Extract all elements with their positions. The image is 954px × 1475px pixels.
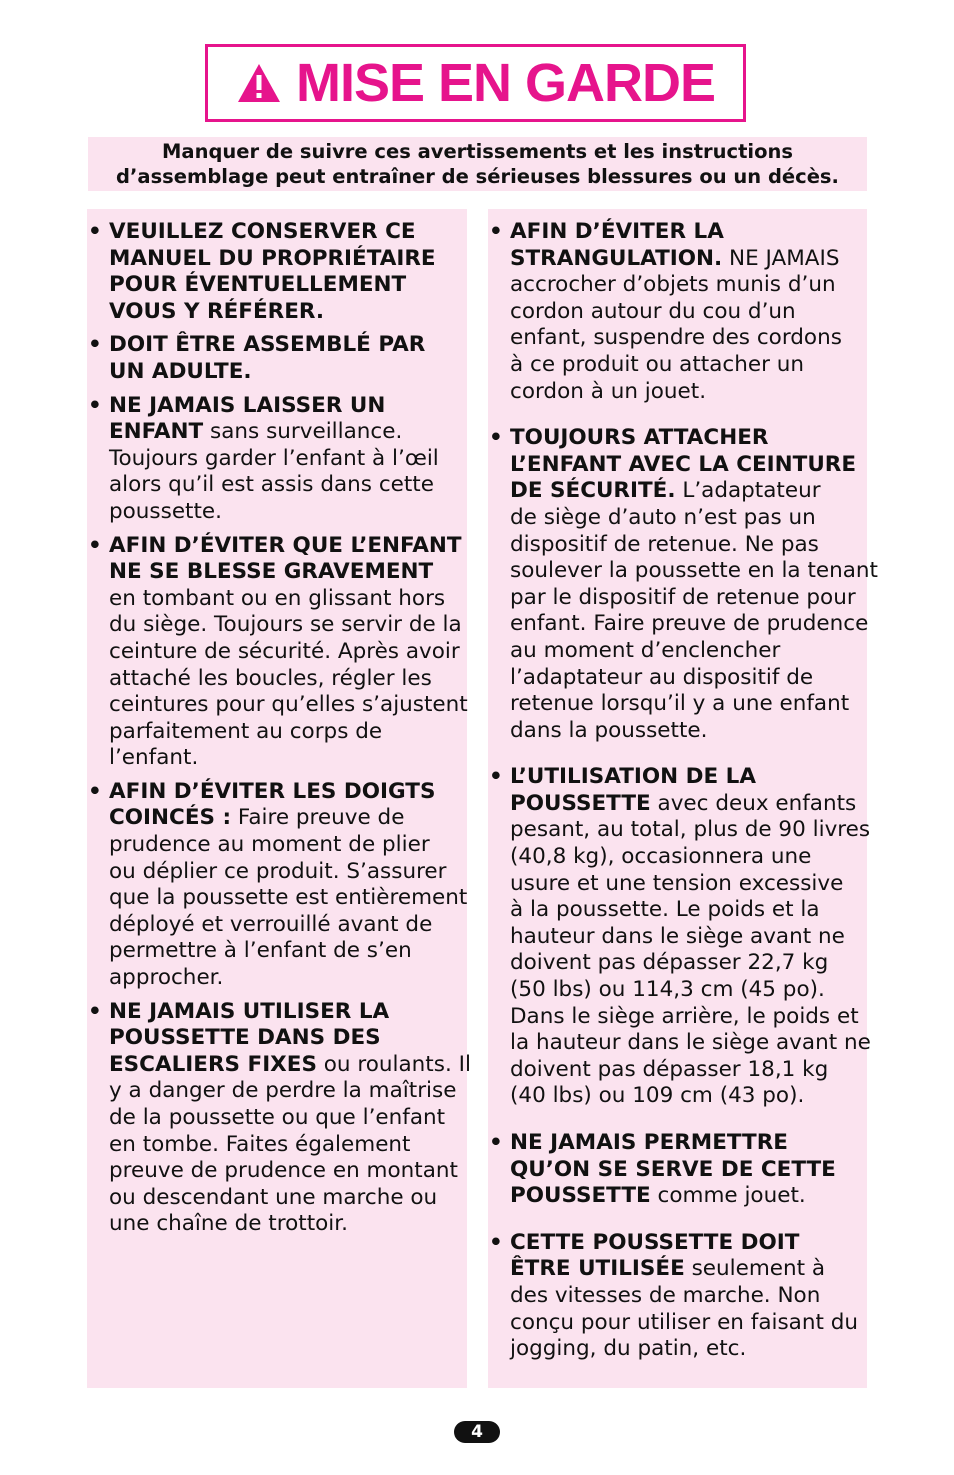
warning-text: à ce produit ou attacher un [510,351,804,377]
warning-text: dans la poussette. [510,717,708,743]
warning-line [109,533,467,560]
warning-heading: POUR ÉVENTUELLEMENT [109,272,407,298]
warning-line [109,299,467,326]
warning-text: (50 lbs) ou 114,3 cm (45 po). [510,977,825,1003]
warning-line [109,779,467,806]
warning-line [109,359,467,386]
warning-heading: POUSSETTE [510,790,651,816]
warning-heading: ÊTRE UTILISÉE [510,1256,685,1282]
warning-line [109,1051,471,1079]
bullet-icon: • [489,425,503,451]
warning-text: attaché les boucles, régler les [109,665,432,691]
warning-line [510,1130,867,1157]
right-column [488,209,878,1388]
warning-text: jogging, du patin, etc. [510,1336,747,1362]
warning-text: (40,8 kg), occasionnera une [510,844,812,870]
intro-line: Manquer de suivre ces avertissements et les instructions [162,140,793,163]
left-column [87,209,471,1388]
warning-text: en tombant ou en glissant hors [109,585,446,611]
warning-text: des vitesses de marche. Non [510,1282,821,1308]
warning-heading: VEUILLEZ CONSERVER CE [109,219,416,244]
warning-heading: MANUEL DU PROPRIÉTAIRE [109,245,436,271]
warning-text: accrocher d’objets munis d’un [510,272,836,298]
warning-heading: DE SÉCURITÉ. [510,478,676,504]
warning-line [510,219,867,246]
warning-line [510,1183,867,1210]
warning-line [109,559,467,586]
warning-text: dispositif de retenue. Ne pas [510,531,819,557]
warning-heading: NE JAMAIS UTILISER LA [109,998,390,1024]
warning-text: ou descendant une marche ou [109,1184,438,1210]
warning-heading: COINCÉS : [109,805,232,831]
bullet-icon: • [88,532,102,558]
warning-item [87,393,467,526]
warning-item [87,219,467,325]
warning-text: soulever la poussette en la tenant [510,558,878,584]
warning-item [87,332,467,385]
warning-heading: ESCALIERS FIXES [109,1051,317,1077]
warning-text: que la poussette est entièrement [109,885,468,911]
warning-text: seulement à [684,1256,826,1282]
warning-text: enfant. Faire preuve de prudence [510,611,869,637]
warning-item [488,1130,867,1210]
warning-item [488,219,867,405]
warning-text: prudence au moment de plier [109,832,430,858]
warning-text: hauteur dans le siège avant ne [510,923,845,949]
warning-text: ou roulants. Il [316,1051,471,1077]
warning-heading: L’UTILISATION DE LA [510,764,756,790]
intro-line: d’assemblage peut entraîner de sérieuses blessures ou un décès. [116,165,839,188]
warning-item [87,779,467,992]
warning-text: Faire preuve de [231,805,405,831]
warning-text: la hauteur dans le siège avant ne [510,1030,871,1056]
warning-text: conçu pour utiliser en faisant du [510,1309,859,1335]
warning-heading: STRANGULATION. [510,245,723,271]
warning-line [510,478,867,505]
warning-text: ceintures pour qu’elles s’ajustent [109,692,468,718]
warning-item [87,533,467,772]
warning-text: usure et une tension excessive [510,870,844,896]
warning-title-box [205,44,746,122]
warning-text: enfant, suspendre des cordons [510,325,842,351]
warning-text: permettre à l’enfant de s’en [109,938,412,964]
warning-text: approcher. [109,965,224,991]
warning-text: à la poussette. Le poids et la [510,897,820,923]
warning-heading: TOUJOURS ATTACHER [510,425,769,451]
warning-heading: POUSSETTE DANS DES [109,1025,381,1051]
warning-line [109,219,467,246]
warning-text: au moment d’enclencher [510,637,781,663]
warning-text: du siège. Toujours se servir de la [109,612,462,638]
warning-line [109,805,467,832]
warning-line [510,764,867,791]
warning-line [510,452,867,479]
warning-text: sans surveillance. [203,419,403,445]
warning-text: une chaîne de trottoir. [109,1211,348,1237]
warning-heading: QU’ON SE SERVE DE CETTE [510,1156,836,1182]
warning-line [510,1230,867,1257]
warning-text: cordon autour du cou d’un [510,298,796,324]
warning-heading: POUSSETTE [510,1183,651,1209]
warning-line [109,1025,467,1052]
warning-text: déployé et verrouillé avant de [109,911,433,937]
warning-text: (40 lbs) ou 109 cm (43 po). [510,1083,805,1109]
warning-triangle-icon [236,62,282,104]
warning-heading: NE JAMAIS LAISSER UN [109,392,386,418]
warning-heading: CETTE POUSSETTE DOIT [510,1229,800,1255]
bullet-icon: • [489,1130,503,1155]
warning-line [510,1256,867,1283]
warning-heading: AFIN D’ÉVITER LA [510,219,724,244]
warning-text: de siège d’auto n’est pas un [510,504,816,530]
page-title: MISE EN GARDE [295,53,716,113]
warning-text: alors qu’il est assis dans cette [109,472,434,498]
warning-line [510,425,867,452]
warning-line [109,393,467,420]
bullet-icon: • [489,1229,503,1255]
warning-text: ceinture de sécurité. Après avoir [109,638,460,664]
warning-item [488,764,871,1110]
warning-heading: AFIN D’ÉVITER QUE L’ENFANT [109,532,462,558]
bullet-icon: • [489,764,503,790]
warning-item [488,1230,867,1363]
warning-heading: AFIN D’ÉVITER LES DOIGTS [109,778,436,804]
warning-text: cordon à un jouet. [510,378,707,404]
warning-text: preuve de prudence en montant [109,1158,458,1184]
warning-text: par le dispositif de retenue pour [510,584,856,610]
warning-text: y a danger de perdre la maîtrise [109,1078,457,1104]
warning-text: L’adaptateur [675,478,821,504]
warning-text: doivent pas dépasser 22,7 kg [510,950,829,976]
bullet-icon: • [88,778,102,804]
page-number: 4 [454,1421,500,1443]
warning-line [109,419,467,446]
bullet-icon: • [88,332,102,358]
warning-text: avec deux enfants [650,790,857,816]
warning-heading: ENFANT [109,419,204,445]
warning-item [488,425,878,744]
bullet-icon: • [489,219,503,244]
warning-heading: DOIT ÊTRE ASSEMBLÉ PAR [109,332,426,358]
warning-text: doivent pas dépasser 18,1 kg [510,1056,829,1082]
warning-text: pesant, au total, plus de 90 livres [510,817,871,843]
warning-heading: NE JAMAIS PERMETTRE [510,1130,788,1155]
warning-text: retenue lorsqu’il y a une enfant [510,691,850,717]
warning-line [510,791,867,818]
warning-heading: VOUS Y RÉFÉRER. [109,298,324,324]
bullet-icon: • [88,998,102,1024]
warning-line [510,246,867,273]
warning-line [109,999,467,1026]
warning-text: Toujours garder l’enfant à l’œil [109,445,439,471]
warning-text: comme jouet. [650,1183,806,1209]
warning-line [510,1157,867,1184]
warning-text: Dans le siège arrière, le poids et [510,1003,859,1029]
warning-text: poussette. [109,498,222,524]
warning-text: en tombe. Faites également [109,1131,411,1157]
warning-item [87,998,471,1238]
warning-text: l’enfant. [109,745,199,771]
bullet-icon: • [88,392,102,418]
warning-heading: UN ADULTE. [109,358,252,384]
warning-text: ou déplier ce produit. S’assurer [109,858,447,884]
warning-text: NE JAMAIS [722,245,840,271]
warning-line [109,332,467,359]
warning-text: l’adaptateur au dispositif de [510,664,814,690]
warning-heading: NE SE BLESSE GRAVEMENT [109,559,434,585]
warning-heading: L’ENFANT AVEC LA CEINTURE [510,451,857,477]
warning-line [109,246,467,273]
warning-line [109,272,467,299]
warning-text: de la poussette ou que l’enfant [109,1105,446,1130]
warning-text: parfaitement au corps de [109,718,383,744]
intro-warning [88,137,867,191]
bullet-icon: • [88,219,102,244]
